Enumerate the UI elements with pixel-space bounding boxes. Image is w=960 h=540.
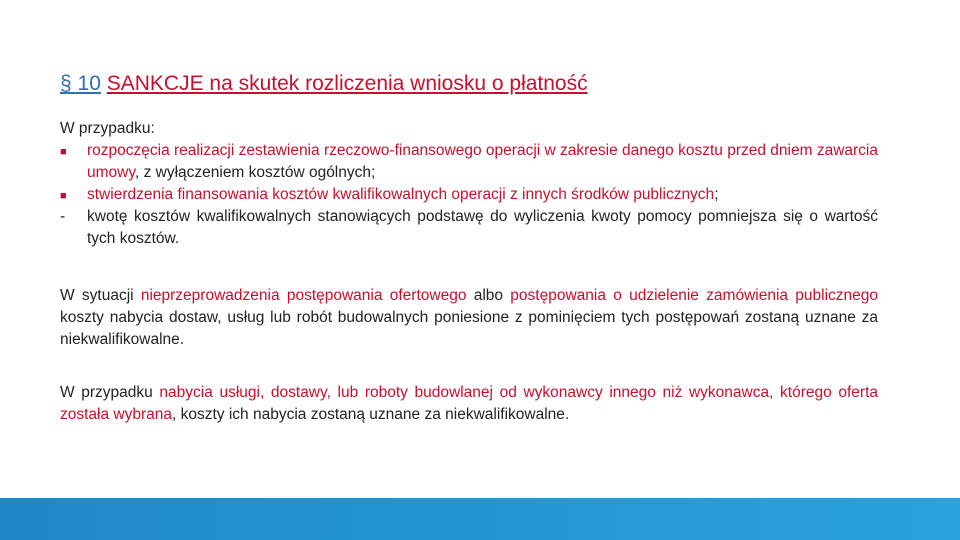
paragraph-text: koszty nabycia dostaw, usług lub robót budowalnych poniesione z pominięciem tych postępowań zostaną uznane za niekwalifikowalne. bbox=[60, 309, 878, 348]
intro-text: W przypadku: bbox=[60, 120, 155, 137]
paragraph-highlight: nabycia usługi, dostawy, lub roboty budowlanej od wykonawcy innego niż wykonawca, którego oferta została wybrana bbox=[60, 384, 878, 423]
square-bullet-icon: ■ bbox=[60, 146, 67, 158]
paragraph-text: albo bbox=[466, 287, 511, 304]
paragraph-tender-procedure bbox=[60, 285, 878, 351]
list-item-text: , z wyłączeniem kosztów ogólnych; bbox=[134, 164, 376, 181]
list-item-text: kwotę kosztów kwalifikowalnych stanowiących podstawę do wyliczenia kwoty pomocy pomniejsza się o wartość tych kosztów. bbox=[87, 208, 878, 247]
list-item-text: ; bbox=[714, 186, 719, 203]
list-item bbox=[60, 206, 878, 250]
paragraph-other-contractor bbox=[60, 382, 878, 426]
list-item bbox=[60, 184, 878, 206]
slide-title bbox=[60, 71, 900, 97]
square-bullet-icon: ■ bbox=[60, 190, 67, 202]
bottom-accent-bar bbox=[0, 498, 960, 540]
paragraph-highlight: postępowania o udzielenie zamówienia publicznego bbox=[510, 287, 879, 304]
paragraph-text: W sytuacji bbox=[60, 287, 141, 304]
list-item bbox=[60, 140, 878, 184]
title-text: SANKCJE na skutek rozliczenia wniosku o płatność bbox=[106, 72, 588, 95]
dash-bullet-icon: - bbox=[60, 208, 66, 225]
paragraph-highlight: nieprzeprowadzenia postępowania ofertowego bbox=[140, 287, 467, 304]
paragraph-text: W przypadku bbox=[60, 384, 160, 401]
paragraph-text: , koszty ich nabycia zostaną uznane za niekwalifikowalne. bbox=[172, 406, 570, 423]
section-number: § 10 bbox=[60, 72, 101, 95]
list-item-highlight: stwierdzenia finansowania kosztów kwalifikowalnych operacji z innych środków publicznych bbox=[87, 186, 715, 203]
list-item-highlight: rozpoczęcia realizacji zestawienia rzeczowo-finansowego operacji w zakresie danego kosztu przed dniem zawarcia umowy bbox=[87, 142, 878, 181]
sanctions-list-block bbox=[60, 118, 878, 250]
